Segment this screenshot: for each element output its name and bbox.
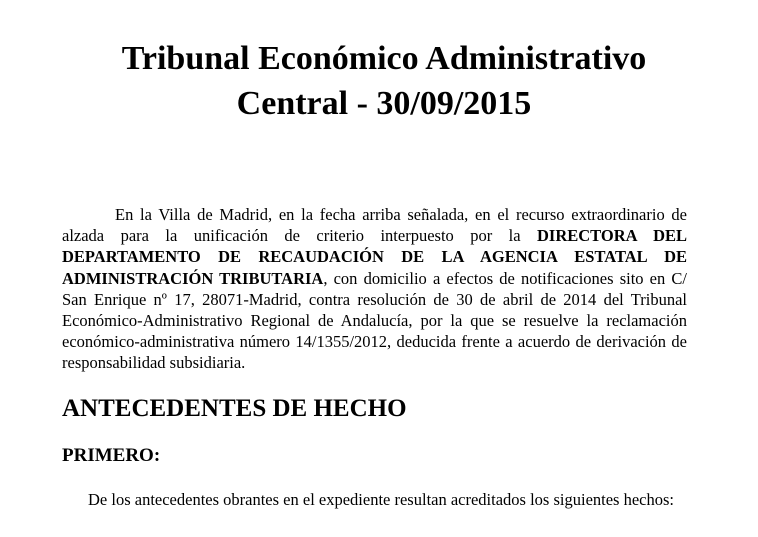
section-heading: ANTECEDENTES DE HECHO <box>62 395 407 422</box>
intro-text-part-1: En la Villa de Madrid, en la fecha arriba señalada, en el recurso extraordinario de alzada para la unificación de criterio interpuesto por la <box>62 205 687 246</box>
document-title-line-2: Central - 30/09/2015 <box>236 85 532 122</box>
intro-paragraph <box>62 204 687 374</box>
subsection-heading: PRIMERO: <box>62 445 161 466</box>
document-title <box>0 36 758 126</box>
facts-paragraph <box>62 489 687 510</box>
document-title-line-1: Tribunal Económico Administrativo <box>121 40 647 77</box>
appellant-name: DIRECTORA DEL DEPARTAMENTO DE RECAUDACIÓN DE LA AGENCIA ESTATAL DE ADMINISTRACIÓN TRIBUTARIA <box>62 226 687 288</box>
facts-paragraph-text: De los antecedentes obrantes en el expediente resultan acreditados los siguientes hechos: <box>88 490 674 509</box>
intro-text-part-2: , con domicilio a efectos de notificaciones sito en C/ San Enrique nº 17, 28071-Madrid, contra resolución de 30 de abril de 2014 del Tribunal Económico-Administrativo Regional de Andalucía, por la que se resuelve la reclamación económico-administrativa número 14/1355/2012, deducida frente a acuerdo de derivación de responsabilidad subsidiaria. <box>62 268 687 373</box>
